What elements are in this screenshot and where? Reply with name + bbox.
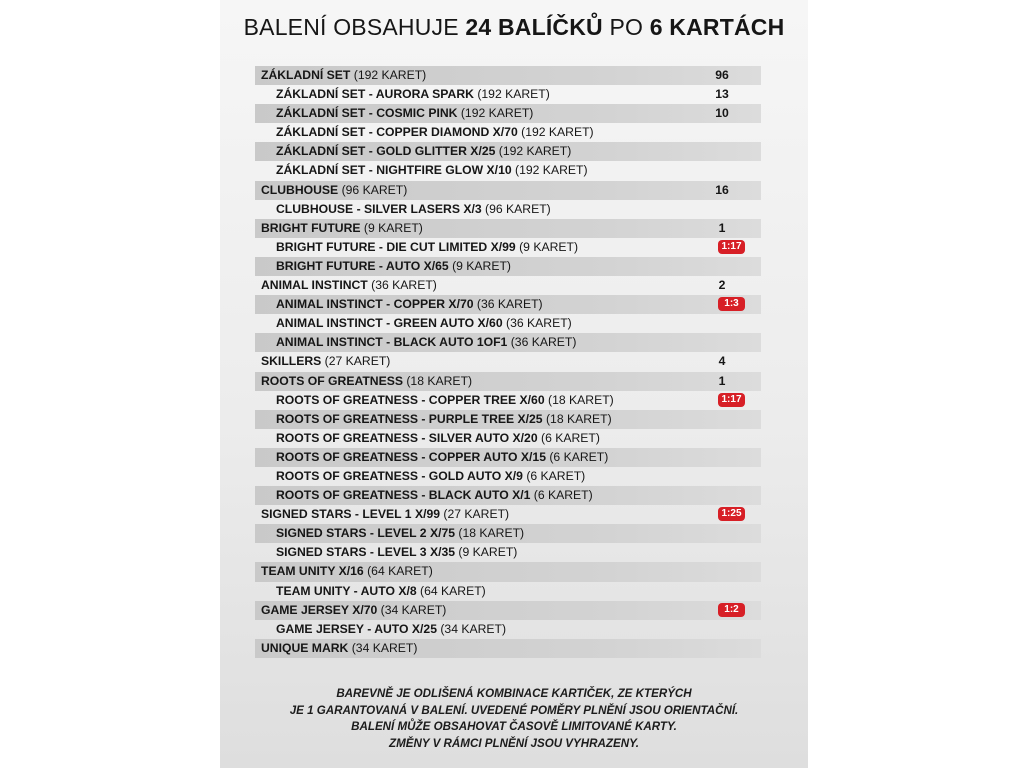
row-label [261, 352, 390, 371]
table-row [255, 543, 761, 562]
card-count-note: (36 KARET) [510, 335, 577, 350]
footer-note [220, 686, 808, 752]
table-row [255, 429, 761, 448]
row-label [261, 562, 433, 581]
cards-per-box: 1 [718, 220, 726, 235]
table-row [255, 391, 761, 410]
table-row [255, 181, 761, 200]
row-label [261, 601, 446, 620]
card-set-name: ROOTS OF GREATNESS - PURPLE TREE X/25 [276, 411, 543, 426]
row-label [276, 85, 550, 104]
cards-per-box: 1 [718, 373, 726, 388]
card-set-name: ZÁKLADNÍ SET - GOLD GLITTER X/25 [276, 144, 496, 159]
card-count-note: (34 KARET) [351, 640, 418, 655]
odds-badge: 1:17 [718, 240, 745, 254]
card-count-note: (18 KARET) [545, 411, 612, 426]
cards-per-box: 4 [718, 354, 726, 369]
card-count-note: (9 KARET) [363, 220, 423, 235]
table-row [255, 238, 761, 257]
card-set-name: UNIQUE MARK [261, 640, 349, 655]
table-row [255, 601, 761, 620]
table-row [255, 257, 761, 276]
card-count-note: (192 KARET) [521, 125, 594, 140]
table-row [255, 352, 761, 371]
table-row [255, 314, 761, 333]
row-label [261, 66, 426, 85]
card-set-name: TEAM UNITY - AUTO X/8 [276, 583, 417, 598]
footer-line: BALENÍ MŮŽE OBSAHOVAT ČASOVĚ LIMITOVANÉ KARTY. [351, 720, 677, 733]
card-set-name: SKILLERS [261, 354, 322, 369]
card-set-name: SIGNED STARS - LEVEL 3 X/35 [276, 545, 456, 560]
card-set-name: ROOTS OF GREATNESS - BLACK AUTO X/1 [276, 488, 531, 503]
row-label [276, 200, 551, 219]
table-row [255, 104, 761, 123]
table-row [255, 448, 761, 467]
card-set-name: ZÁKLADNÍ SET - NIGHTFIRE GLOW X/10 [276, 163, 512, 178]
footer-line: BAREVNĚ JE ODLIŠENÁ KOMBINACE KARTIČEK, ZE KTERÝCH [336, 687, 692, 700]
odds-badge: 1:25 [718, 507, 745, 521]
row-label [276, 543, 517, 562]
card-count-note: (9 KARET) [452, 258, 511, 273]
table-row [255, 505, 761, 524]
table-row [255, 295, 761, 314]
table-row [255, 142, 761, 161]
table-row [255, 410, 761, 429]
card-set-name: ZÁKLADNÍ SET - COSMIC PINK [276, 106, 458, 121]
card-count-note: (18 KARET) [458, 526, 525, 541]
title-part-2: 24 BALÍČKŮ [465, 14, 603, 40]
card-set-name: ROOTS OF GREATNESS [261, 373, 403, 388]
row-label [276, 410, 612, 429]
row-label [276, 333, 576, 352]
table-row [255, 524, 761, 543]
card-set-name: TEAM UNITY X/16 [261, 564, 364, 579]
row-label [261, 639, 417, 658]
card-count-note: (6 KARET) [549, 449, 609, 464]
row-label [276, 161, 588, 180]
odds-badge: 1:3 [718, 297, 745, 311]
card-count-note: (36 KARET) [506, 316, 572, 331]
card-set-name: ROOTS OF GREATNESS - COPPER AUTO X/15 [276, 449, 546, 464]
card-set-name: ROOTS OF GREATNESS - COPPER TREE X/60 [276, 392, 545, 407]
card-set-name: SIGNED STARS - LEVEL 2 X/75 [276, 526, 456, 541]
row-label [261, 219, 423, 238]
card-count-note: (192 KARET) [515, 163, 588, 178]
row-label [276, 429, 600, 448]
card-set-name: ANIMAL INSTINCT - GREEN AUTO X/60 [276, 316, 503, 331]
row-label [276, 104, 533, 123]
card-set-name: ZÁKLADNÍ SET - AURORA SPARK [276, 87, 474, 102]
table-row [255, 372, 761, 391]
row-label [261, 276, 437, 295]
card-count-note: (9 KARET) [519, 239, 579, 254]
card-set-name: ZÁKLADNÍ SET - COPPER DIAMOND X/70 [276, 125, 518, 140]
row-label [261, 181, 407, 200]
table-row [255, 467, 761, 486]
row-label [261, 372, 472, 391]
card-set-name: ANIMAL INSTINCT - COPPER X/70 [276, 297, 474, 312]
row-label [276, 123, 594, 142]
row-label [276, 467, 585, 486]
cards-per-box: 16 [715, 182, 729, 197]
card-set-name: BRIGHT FUTURE [261, 220, 361, 235]
table-row [255, 620, 761, 639]
card-set-name: ANIMAL INSTINCT - BLACK AUTO 1OF1 [276, 335, 508, 350]
row-label [276, 142, 571, 161]
card-count-note: (6 KARET) [541, 430, 600, 445]
card-count-note: (192 KARET) [353, 68, 427, 82]
table-row [255, 562, 761, 581]
cards-per-box: 96 [715, 68, 729, 82]
card-count-note: (192 KARET) [477, 87, 550, 102]
card-count-note: (192 KARET) [498, 144, 572, 159]
row-label [276, 524, 524, 543]
cards-per-box: 13 [715, 87, 729, 102]
card-set-name: CLUBHOUSE [261, 182, 339, 197]
card-count-note: (96 KARET) [341, 182, 408, 197]
row-label [276, 486, 593, 505]
table-row [255, 276, 761, 295]
checklist-table [255, 66, 761, 658]
table-row [255, 85, 761, 104]
card-set-name: ROOTS OF GREATNESS - SILVER AUTO X/20 [276, 430, 538, 445]
title-part-1: BALENÍ OBSAHUJE [243, 14, 459, 40]
card-count-note: (34 KARET) [440, 621, 507, 636]
card-count-note: (6 KARET) [526, 468, 586, 483]
card-set-name: GAME JERSEY X/70 [261, 602, 378, 617]
row-label [276, 295, 543, 314]
card-count-note: (36 KARET) [476, 297, 543, 312]
card-set-name: BRIGHT FUTURE - DIE CUT LIMITED X/99 [276, 239, 516, 254]
odds-badge: 1:17 [718, 393, 745, 407]
title-part-4: 6 KARTÁCH [649, 14, 785, 40]
row-label [276, 620, 506, 639]
card-count-note: (34 KARET) [380, 602, 447, 617]
card-count-note: (27 KARET) [324, 354, 391, 369]
card-count-note: (192 KARET) [460, 106, 534, 121]
card-set-name: ZÁKLADNÍ SET [261, 68, 351, 82]
row-label [276, 257, 511, 276]
row-label [276, 448, 608, 467]
card-count-note: (6 KARET) [533, 488, 593, 503]
card-set-name: CLUBHOUSE - SILVER LASERS X/3 [276, 201, 482, 216]
card-count-note: (18 KARET) [548, 392, 614, 407]
row-label [261, 505, 509, 524]
card-count-note: (9 KARET) [458, 545, 518, 560]
footer-line: JE 1 GARANTOVANÁ V BALENÍ. UVEDENÉ POMĚRY PLNĚNÍ JSOU ORIENTAČNÍ. [289, 703, 739, 717]
title-part-3: PO [609, 14, 644, 40]
table-row [255, 200, 761, 219]
table-row [255, 582, 761, 601]
table-row [255, 219, 761, 238]
table-row [255, 486, 761, 505]
card-count-note: (64 KARET) [420, 583, 486, 598]
card-set-name: GAME JERSEY - AUTO X/25 [276, 621, 437, 636]
odds-badge: 1:2 [718, 603, 745, 617]
card-count-note: (96 KARET) [485, 201, 551, 216]
table-row [255, 66, 761, 85]
card-set-name: ANIMAL INSTINCT [261, 278, 368, 293]
footer-line: ZMĚNY V RÁMCI PLNĚNÍ JSOU VYHRAZENY. [389, 736, 639, 750]
card-count-note: (36 KARET) [371, 278, 437, 293]
cards-per-box: 10 [715, 106, 729, 121]
card-count-note: (18 KARET) [406, 373, 473, 388]
card-set-name: ROOTS OF GREATNESS - GOLD AUTO X/9 [276, 468, 523, 483]
row-label [276, 582, 486, 601]
row-label [276, 238, 578, 257]
page-title [220, 12, 808, 42]
row-label [276, 391, 614, 410]
table-row [255, 333, 761, 352]
card-set-name: SIGNED STARS - LEVEL 1 X/99 [261, 507, 441, 522]
row-label [276, 314, 572, 333]
table-row [255, 161, 761, 180]
table-row [255, 639, 761, 658]
cards-per-box: 2 [718, 278, 726, 293]
card-set-name: BRIGHT FUTURE - AUTO X/65 [276, 258, 449, 273]
card-count-note: (27 KARET) [443, 507, 510, 522]
card-count-note: (64 KARET) [367, 564, 433, 579]
table-row [255, 123, 761, 142]
